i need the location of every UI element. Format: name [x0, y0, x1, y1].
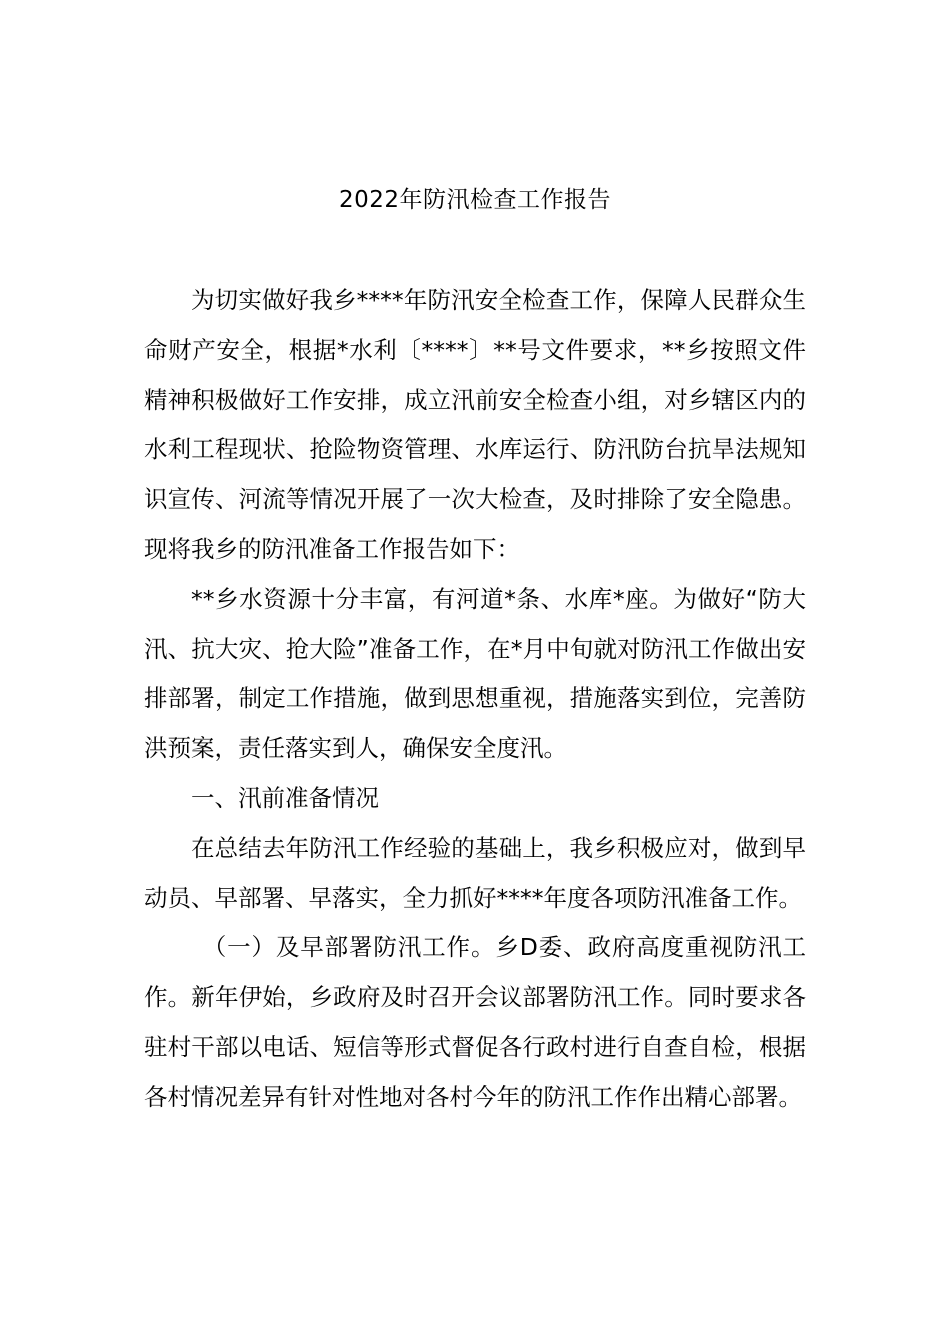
paragraph-intro: 为切实做好我乡****年防汛安全检查工作，保障人民群众生命财产安全，根据*水利〔****〕**号文件要求，**乡按照文件精神积极做好工作安排，成立汛前安全检查小组，对乡辖区内的水利工程现状、抢险物资管理、水库运行、防汛防台抗旱法规知识宣传、河流等情况开展了一次大检查，及时排除了安全隐患。现将我乡的防汛准备工作报告如下： — [144, 286, 806, 563]
document-title: 2022年防汛检查工作报告 — [338, 187, 612, 213]
document-body — [144, 276, 806, 1123]
paragraph-early-deployment: （一）及早部署防汛工作。乡D委、政府高度重视防汛工作。新年伊始，乡政府及时召开会议部署防汛工作。同时要求各驻村干部以电话、短信等形式督促各行政村进行自查自检，根据各村情况差异有针对性地对各村今年的防汛工作作出精心部署。 — [144, 933, 806, 1111]
paragraph-water-resources: **乡水资源十分丰富，有河道*条、水库*座。为做好“防大汛、抗大灾、抢大险”准备工作，在*月中旬就对防汛工作做出安排部署，制定工作措施，做到思想重视，措施落实到位，完善防洪预案，责任落实到人，确保安全度汛。 — [144, 584, 806, 763]
section-heading-preparation: 一、汛前准备情况 — [191, 783, 379, 812]
paragraph-summary: 在总结去年防汛工作经验的基础上，我乡积极应对，做到早动员、早部署、早落实，全力抓好****年度各项防汛准备工作。 — [144, 833, 806, 912]
